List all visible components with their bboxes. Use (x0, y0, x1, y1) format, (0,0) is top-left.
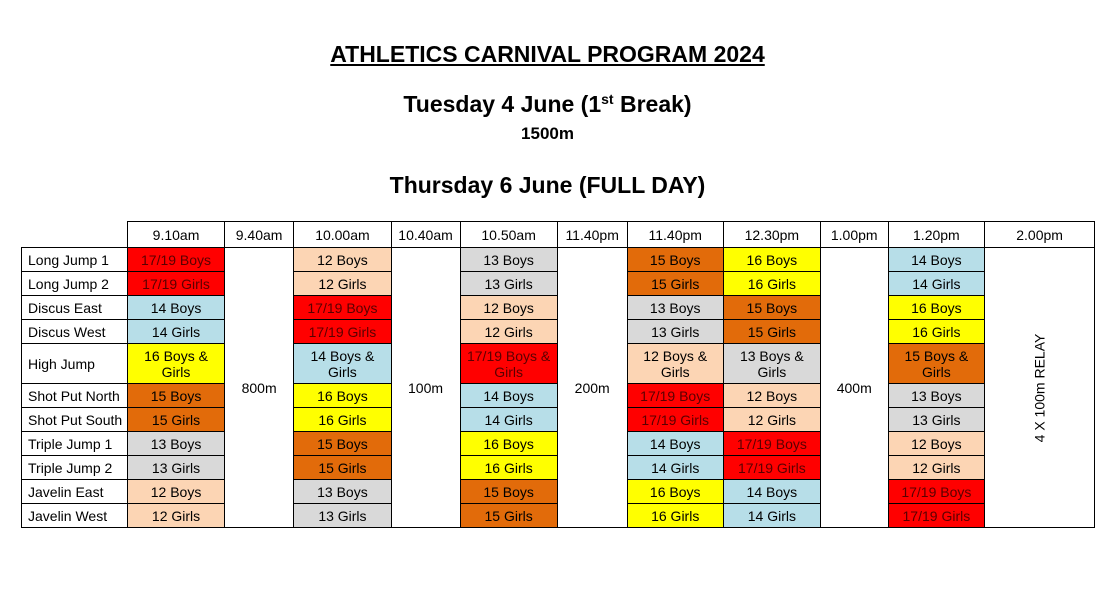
event-name: Javelin East (22, 480, 128, 504)
relay-label: 4 X 100m RELAY (1031, 333, 1048, 442)
tuesday-event: 1500m (521, 124, 574, 143)
time-header: 12.30pm (723, 222, 820, 248)
time-header: 2.00pm (985, 222, 1095, 248)
group-cell: 12 Boys (128, 480, 225, 504)
event-name: High Jump (22, 344, 128, 384)
group-cell: 16 Boys (723, 248, 820, 272)
group-cell: 15 Boys (723, 296, 820, 320)
table-row (22, 248, 1095, 272)
group-cell: 14 Girls (460, 408, 557, 432)
group-cell: 12 Boys & Girls (627, 344, 723, 384)
group-cell: 14 Boys (627, 432, 723, 456)
time-header: 10.40am (391, 222, 460, 248)
group-cell: 16 Boys (627, 480, 723, 504)
event-name: Javelin West (22, 504, 128, 528)
group-cell: 15 Girls (460, 504, 557, 528)
group-cell: 12 Girls (460, 320, 557, 344)
group-cell: 13 Girls (128, 456, 225, 480)
group-cell: 17/19 Girls (888, 504, 985, 528)
group-cell: 16 Boys (460, 432, 557, 456)
program-title: ATHLETICS CARNIVAL PROGRAM 2024 (330, 41, 765, 67)
group-cell: 17/19 Boys (723, 432, 820, 456)
group-cell: 14 Boys (888, 248, 985, 272)
group-cell: 15 Girls (627, 272, 723, 296)
group-cell: 17/19 Boys (294, 296, 391, 320)
group-cell: 17/19 Boys (888, 480, 985, 504)
group-cell: 17/19 Boys (627, 384, 723, 408)
group-cell: 17/19 Girls (294, 320, 391, 344)
group-cell: 13 Boys (888, 384, 985, 408)
group-cell: 12 Girls (888, 456, 985, 480)
group-cell: 13 Boys (294, 480, 391, 504)
group-cell: 16 Girls (627, 504, 723, 528)
group-cell: 16 Boys & Girls (128, 344, 225, 384)
group-cell: 15 Boys (128, 384, 225, 408)
group-cell: 12 Boys (294, 248, 391, 272)
distance-event: 400m (820, 248, 888, 528)
group-cell: 17/19 Girls (723, 456, 820, 480)
group-cell: 15 Boys (294, 432, 391, 456)
event-name: Triple Jump 2 (22, 456, 128, 480)
tuesday-day: Tuesday 4 June (1 (403, 91, 602, 117)
program-table (21, 221, 1095, 528)
group-cell: 13 Boys (128, 432, 225, 456)
tuesday-ordinal: st (601, 91, 614, 107)
tuesday-heading (0, 91, 1095, 118)
header-corner (22, 222, 128, 248)
group-cell: 17/19 Boys & Girls (460, 344, 557, 384)
thursday-heading: Thursday 6 June (FULL DAY) (389, 172, 706, 198)
group-cell: 17/19 Girls (627, 408, 723, 432)
group-cell: 16 Boys (888, 296, 985, 320)
group-cell: 13 Boys (460, 248, 557, 272)
group-cell: 17/19 Boys (128, 248, 225, 272)
group-cell: 13 Girls (888, 408, 985, 432)
group-cell: 15 Girls (128, 408, 225, 432)
group-cell: 12 Girls (723, 408, 820, 432)
group-cell: 16 Girls (294, 408, 391, 432)
group-cell: 14 Girls (723, 504, 820, 528)
group-cell: 15 Girls (294, 456, 391, 480)
distance-event: 100m (391, 248, 460, 528)
group-cell: 15 Girls (723, 320, 820, 344)
relay-event (985, 248, 1095, 528)
group-cell: 14 Boys (128, 296, 225, 320)
group-cell: 12 Girls (294, 272, 391, 296)
group-cell: 16 Boys (294, 384, 391, 408)
group-cell: 13 Girls (460, 272, 557, 296)
group-cell: 13 Boys & Girls (723, 344, 820, 384)
time-header: 9.10am (128, 222, 225, 248)
event-name: Triple Jump 1 (22, 432, 128, 456)
group-cell: 15 Boys (627, 248, 723, 272)
group-cell: 14 Girls (128, 320, 225, 344)
event-name: Shot Put North (22, 384, 128, 408)
time-header: 1.20pm (888, 222, 985, 248)
group-cell: 15 Boys & Girls (888, 344, 985, 384)
group-cell: 15 Boys (460, 480, 557, 504)
event-name: Long Jump 1 (22, 248, 128, 272)
time-header: 9.40am (224, 222, 294, 248)
event-name: Long Jump 2 (22, 272, 128, 296)
event-name: Discus East (22, 296, 128, 320)
group-cell: 13 Boys (627, 296, 723, 320)
group-cell: 14 Boys & Girls (294, 344, 391, 384)
event-name: Discus West (22, 320, 128, 344)
distance-event: 200m (557, 248, 627, 528)
group-cell: 16 Girls (888, 320, 985, 344)
tuesday-suffix: Break) (613, 91, 692, 117)
group-cell: 14 Girls (627, 456, 723, 480)
group-cell: 14 Boys (723, 480, 820, 504)
time-header: 1.00pm (820, 222, 888, 248)
time-header: 10.00am (294, 222, 391, 248)
distance-event: 800m (224, 248, 294, 528)
event-name: Shot Put South (22, 408, 128, 432)
group-cell: 13 Girls (294, 504, 391, 528)
group-cell: 12 Girls (128, 504, 225, 528)
time-header: 10.50am (460, 222, 557, 248)
time-header: 11.40pm (627, 222, 723, 248)
group-cell: 13 Girls (627, 320, 723, 344)
group-cell: 16 Girls (460, 456, 557, 480)
group-cell: 14 Boys (460, 384, 557, 408)
group-cell: 14 Girls (888, 272, 985, 296)
group-cell: 17/19 Girls (128, 272, 225, 296)
group-cell: 16 Girls (723, 272, 820, 296)
group-cell: 12 Boys (888, 432, 985, 456)
group-cell: 12 Boys (460, 296, 557, 320)
time-header-row (22, 222, 1095, 248)
time-header: 11.40pm (557, 222, 627, 248)
group-cell: 12 Boys (723, 384, 820, 408)
